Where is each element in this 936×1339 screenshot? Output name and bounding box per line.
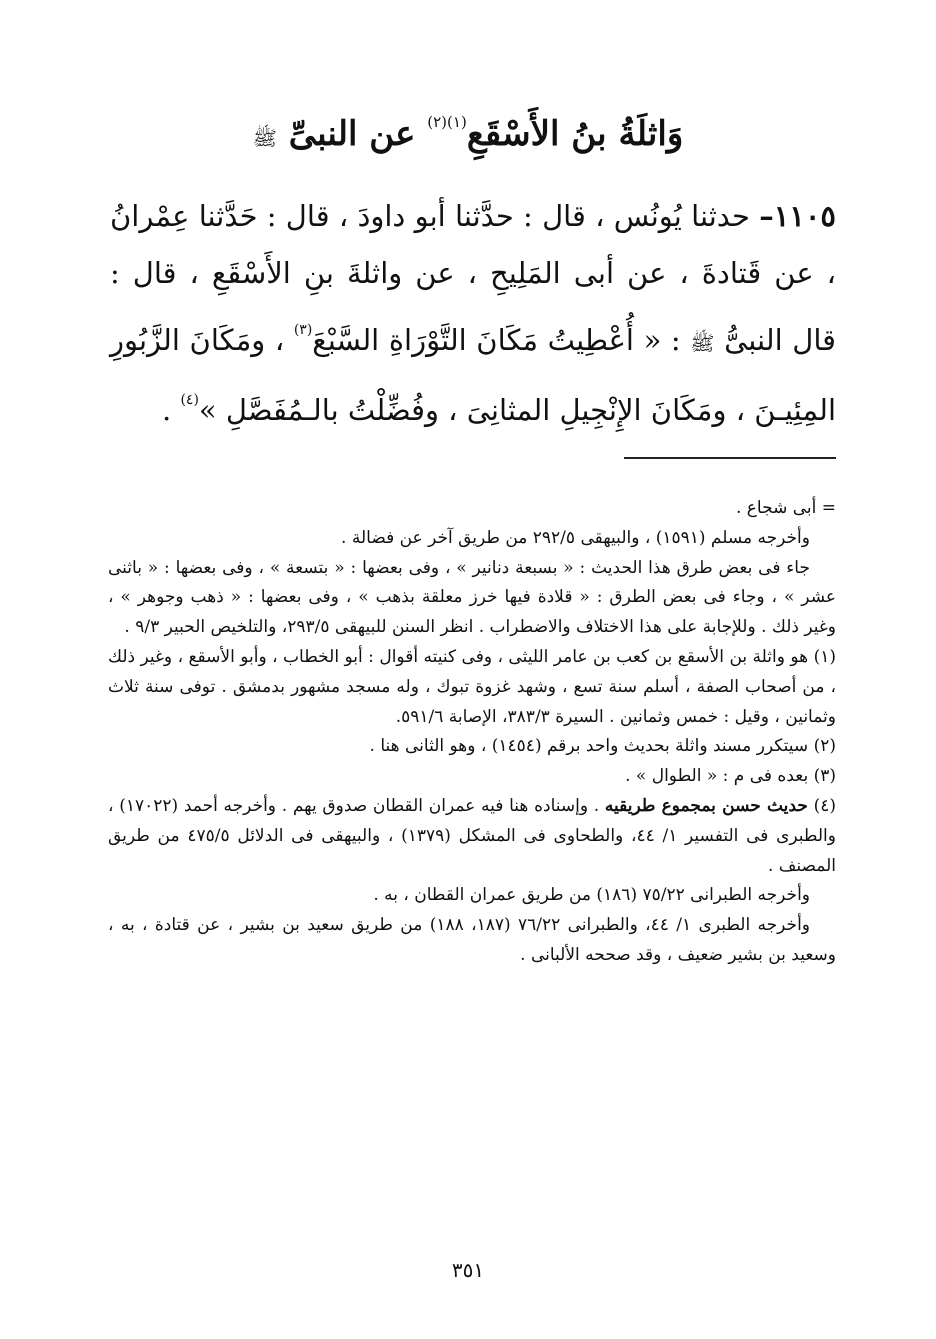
footnote-ref-3: (٣) [293,322,313,338]
hadith-text [110,188,836,439]
hadith-chain: حدثنا يُونُس ، قال : حدَّثنا أبو داودَ ، قال : حَدَّثنا عِمْرانُ ، عن قَتادةَ ، عن أبى المَلِيحِ ، عن واثلةَ بنِ الأَسْقَعِ ، قال : قال النبىُّ [110,199,837,357]
footnote-tabari: وأخرجه الطبرى ١/ ٤٤، والطبرانى ٧٦/٢٢ (١٨٧، ١٨٨) من طريق سعيد بن بشير ، عن قتادة ، به ، وسعيد بن بشير ضعيف ، وقد صححه الألبانى . [108,915,836,965]
page-number: ٣٥١ [451,1258,485,1282]
footnote-1: (١) هو واثلة بن الأسقع بن كعب بن عامر الليثى ، وفى كنيته أقوال : أبو الخطاب ، وأبو الأسقع ، وغير ذلك ، من أصحاب الصفة ، أسلم سنة تسع ، وشهد غزوة تبوك ، وله مسجد مشهور بدمشق . توفى سنة ثلاث وثمانين ، وقيل : خمس وثمانين . السيرة ٣٨٣/٣، الإصابة ٥٩١/٦. [108,646,836,727]
footnote-separator [624,457,836,459]
footnote-4-ref: (٤) [813,795,836,816]
footnote-continuation: = أبى شجاع . [735,498,836,518]
footnote-4 [108,792,836,881]
chapter-title [0,92,936,168]
footnotes [108,494,836,971]
hadith-number: ١١٠٥– [759,199,836,233]
hadith-matn-start: : « أُعْطِيتُ مَكَانَ التَّوْرَاةِ السَّبْعَ [312,323,681,357]
footnote-3: (٣) بعده فى م : « الطوال » . [625,766,836,787]
title-name: وَاثلَةُ بنُ الأَسْقَعِ [466,114,684,154]
hadith-matn-rest: ، ومَكَانَ الزَّبُورِ المِئِيـنَ ، ومَكَانَ الإِنْجِيلِ المثانِىَ ، وفُضِّلْتُ بالـمُفَصَّلِ » [110,323,836,427]
footnote-variants: جاء فى بعض طرق هذا الحديث : « بسبعة دنانير » ، وفى بعضها : « بتسعة » ، وفى بعضها : « باثنى عشر » ، وجاء فى بعض الطرق : « قلادة فيها خرز معلقة بذهب » ، وفى بعضها : « ذهب وجوهر » ، وغير ذلك . وللإجابة على هذا الاختلاف والاضطراب . انظر السنن للبيهقى ٢٩٣/٥، والتلخيص الحبير ٩/٣ . [108,557,836,638]
footnote-2: (٢) سيتكرر مسند واثلة بحديث واحد برقم (١٤٥٤) ، وهو الثانى هنا . [369,736,836,757]
footnote-4-text: . وإسناده هنا فيه عمران القطان صدوق يهم . وأخرجه أحمد (١٧٠٢٢) ، والطبرى فى التفسير ١/ ٤٤، والطحاوى فى المشكل (١٣٧٩) ، والبيهقى فى الدلائل ٤٧٥/٥ من طريق المصنف . [108,795,836,876]
footnote-tabarani: وأخرجه الطبرانى ٧٥/٢٢ (١٨٦) من طريق عمران القطان ، به . [373,885,810,906]
footnote-4-grade: حديث حسن بمجموع طريقيه [604,795,808,816]
hadith-end: . [162,393,172,427]
footnote-muslim: وأخرجه مسلم (١٥٩١) ، والبيهقى ٢٩٢/٥ من طريق آخر عن فضالة . [341,527,810,548]
footnote-ref-4: (٤) [180,392,199,408]
honorific-symbol: ﷺ [690,331,715,355]
honorific-symbol: ﷺ [252,126,277,150]
title-footnote-refs: (١)(٢) [427,113,467,131]
title-suffix: عن النبىِّ [288,114,416,154]
